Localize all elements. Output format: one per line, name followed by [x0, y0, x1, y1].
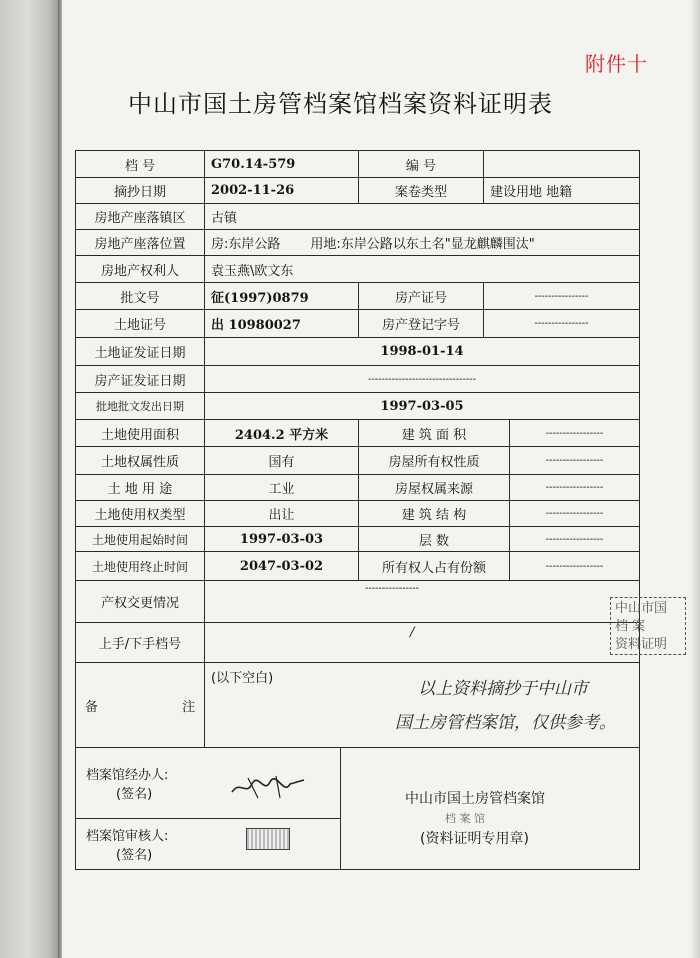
value-remarks: (以下空白) [211, 671, 274, 686]
value-end-time: 2047-03-02 [204, 551, 359, 581]
label-building-area: 建 筑 面 积 [358, 419, 510, 447]
value-land-area: 2404.2 平方米 [204, 419, 359, 447]
label-prev-next: 上手/下手档号 [75, 622, 205, 663]
label-owner-share: 所有权人占有份额 [358, 551, 510, 581]
label-land-nature: 土地权属性质 [75, 446, 205, 475]
label-serial-no: 编 号 [358, 150, 484, 178]
handler-sign-hint: (签名) [116, 787, 153, 802]
value-house-cert-no: ---------------- [483, 282, 640, 310]
page-edge-shadow [690, 0, 700, 958]
handwritten-note-1: 以上资料摘抄于中山市 [418, 679, 588, 699]
label-house-reg-no: 房产登记字号 [358, 309, 484, 338]
value-location-land: 用地:东岸公路以东土名"显龙麒麟围汰" [310, 237, 535, 252]
label-remarks: 备 注 [75, 662, 205, 748]
label-start-time: 土地使用起始时间 [75, 526, 205, 552]
book-binding [0, 0, 62, 958]
stamp-cell [340, 747, 640, 870]
value-owner-share: ----------------- [509, 551, 640, 581]
label-approval-no: 批文号 [75, 282, 205, 310]
label-case-type: 案卷类型 [358, 177, 484, 204]
value-transfer: ---------------- [204, 580, 640, 623]
value-land-nature: 国有 [204, 446, 359, 475]
value-town: 古镇 [204, 203, 640, 230]
value-approval-no: 征(1997)0879 [204, 282, 359, 310]
value-archive-no: G70.14-579 [204, 150, 359, 178]
label-reviewer: 档案馆审核人: [86, 829, 169, 844]
value-land-use: 工业 [204, 474, 359, 501]
label-house-cert-no: 房产证号 [358, 282, 484, 310]
label-copy-date: 摘抄日期 [75, 177, 205, 204]
value-land-cert-no: 出 10980027 [204, 309, 359, 338]
label-house-source: 房屋权属来源 [358, 474, 510, 501]
label-land-area: 土地使用面积 [75, 419, 205, 447]
reviewer-seal [246, 828, 290, 850]
label-end-time: 土地使用终止时间 [75, 551, 205, 581]
label-house-ownership-nature: 房屋所有权性质 [358, 446, 510, 475]
label-archive-no: 档 号 [75, 150, 205, 178]
label-town: 房地产座落镇区 [75, 203, 205, 230]
label-owner: 房地产权利人 [75, 255, 205, 283]
stamp-line3: (资料证明专用章) [420, 831, 529, 847]
handler-signature [228, 772, 308, 802]
label-land-cert-no: 土地证号 [75, 309, 205, 338]
value-location-house: 房:东岸公路 [211, 237, 281, 252]
value-house-source: ----------------- [509, 474, 640, 501]
side-stamp [610, 597, 686, 655]
label-handler: 档案馆经办人: [86, 768, 169, 783]
value-house-ownership-nature: ----------------- [509, 446, 640, 475]
stamp-line2: 档 案 馆 [445, 812, 485, 825]
value-floors: ----------------- [509, 526, 640, 552]
value-case-type: 建设用地 地籍 [483, 177, 640, 204]
value-house-reg-no: ---------------- [483, 309, 640, 338]
value-prev-next: / [204, 622, 640, 663]
value-start-time: 1997-03-03 [204, 526, 359, 552]
value-serial-no [483, 150, 640, 178]
value-building-structure: ----------------- [509, 500, 640, 527]
side-stamp-line1: 中山市国 [615, 601, 668, 616]
reviewer-cell [75, 818, 341, 870]
stamp-line1: 中山市国土房管档案馆 [405, 791, 545, 807]
label-floors: 层 数 [358, 526, 510, 552]
value-building-area: ----------------- [509, 419, 640, 447]
label-land-use: 土 地 用 途 [75, 474, 205, 501]
reviewer-sign-hint: (签名) [116, 848, 153, 863]
value-owner: 袁玉燕\欧文东 [204, 255, 640, 283]
value-house-cert-date: -------------------------------- [204, 365, 640, 393]
label-transfer: 产权交更情况 [75, 580, 205, 623]
label-location: 房地产座落位置 [75, 229, 205, 256]
document-title: 中山市国土房管档案馆档案资料证明表 [128, 90, 553, 118]
value-copy-date: 2002-11-26 [204, 177, 359, 204]
side-stamp-line2: 档 案 [615, 619, 646, 634]
handwritten-note-2: 国土房管档案馆，仅供参考。 [395, 713, 616, 733]
label-land-cert-date: 土地证发证日期 [75, 337, 205, 366]
value-approval-date: 1997-03-05 [204, 392, 640, 420]
side-stamp-line3: 资料证明 [615, 637, 668, 652]
label-land-right-type: 土地使用权类型 [75, 500, 205, 527]
label-building-structure: 建 筑 结 构 [358, 500, 510, 527]
value-land-cert-date: 1998-01-14 [204, 337, 640, 366]
value-land-right-type: 出让 [204, 500, 359, 527]
label-approval-date: 批地批文发出日期 [75, 392, 205, 420]
label-house-cert-date: 房产证发证日期 [75, 365, 205, 393]
location-cell [204, 229, 640, 256]
annex-label: 附件十 [585, 52, 648, 76]
